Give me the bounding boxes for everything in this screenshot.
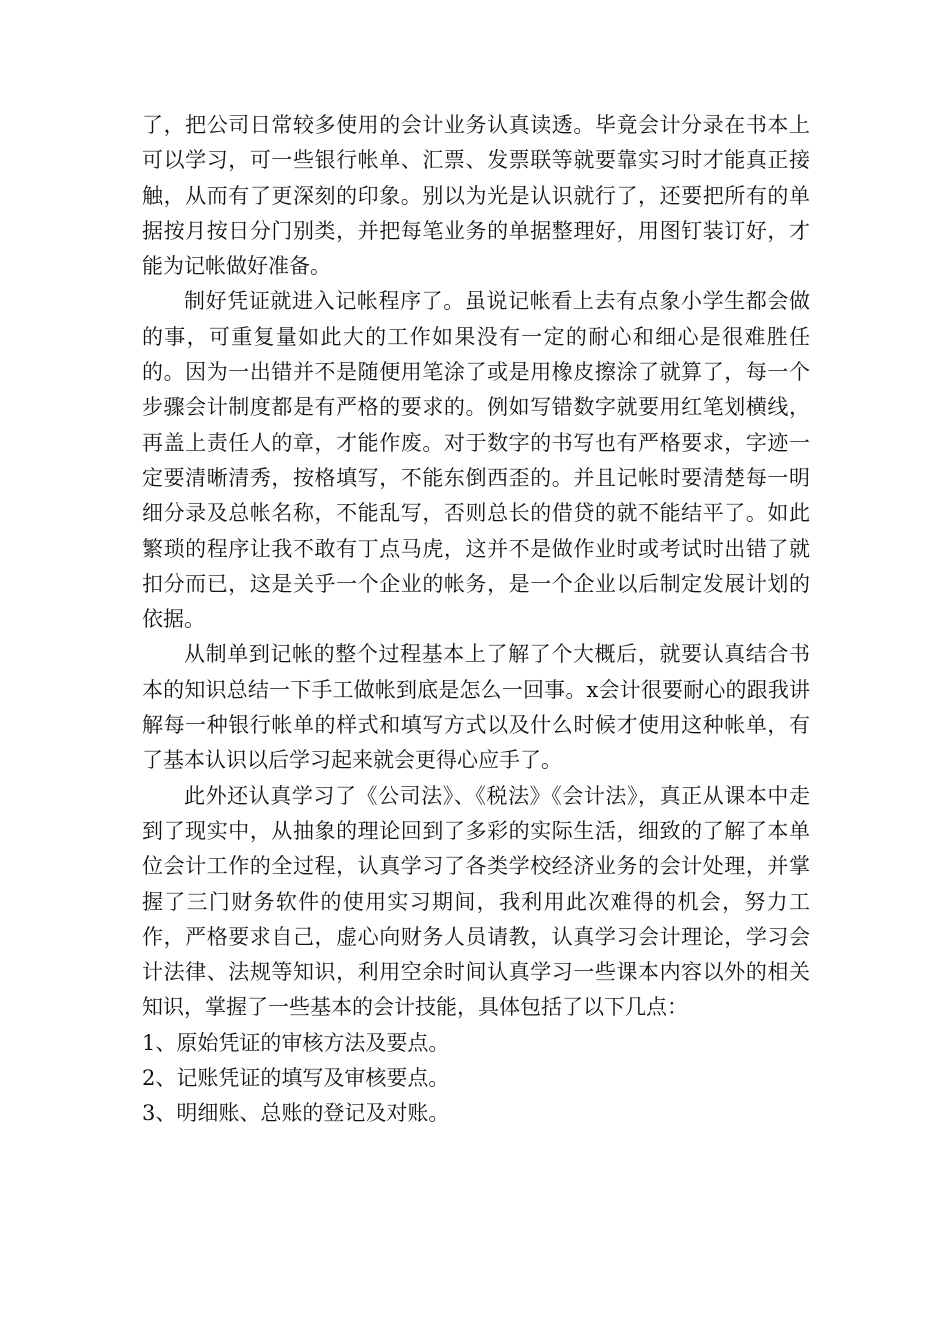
list-item: 2、记账凭证的填写及审核要点。 [142,1066,450,1091]
paragraph-continuation: 了，把公司日常较多使用的会计业务认真读透。毕竟会计分录在书本上可以学习，可一些银行帐单、汇票、发票联等就要靠实习时才能真正接触，从而有了更深刻的印象。别以为光是认识就行了，还要把所有的单据按月按日分门别类，并把每笔业务的单据整理好，用图钉装订好，才能为记帐做好准备。 [142,113,810,279]
document-body [142,108,810,1132]
paragraph-summary: 从制单到记帐的整个过程基本上了解了个大概后，就要认真结合书本的知识总结一下手工做帐到底是怎么一回事。x会计很要耐心的跟我讲解每一种银行帐单的样式和填写方式以及什么时候才使用这种帐单，有了基本认识以后学习起来就会更得心应手了。 [142,642,810,773]
paragraph-laws-study: 此外还认真学习了《公司法》、《税法》《会计法》，真正从课本中走到了现实中，从抽象的理论回到了多彩的实际生活，细致的了解了本单位会计工作的全过程，认真学习了各类学校经济业务的会计处理，并掌握了三门财务软件的使用实习期间，我利用此次难得的机会，努力工作，严格要求自己，虚心向财务人员请教，认真学习会计理论，学习会计法律、法规等知识，利用空余时间认真学习一些课本内容以外的相关知识，掌握了一些基本的会计技能，具体包括了以下几点： [142,783,810,1020]
paragraph-bookkeeping: 制好凭证就进入记帐程序了。虽说记帐看上去有点象小学生都会做的事，可重复量如此大的工作如果没有一定的耐心和细心是很难胜任的。因为一出错并不是随便用笔涂了或是用橡皮擦涂了就算了，每一个步骤会计制度都是有严格的要求的。例如写错数字就要用红笔划横线，再盖上责任人的章，才能作废。对于数字的书写也有严格要求，字迹一定要清晰清秀，按格填写，不能东倒西歪的。并且记帐时要清楚每一明细分录及总帐名称，不能乱写，否则总长的借贷的就不能结平了。如此繁琐的程序让我不敢有丁点马虎，这并不是做作业时或考试时出错了就扣分而已，这是关乎一个企业的帐务，是一个企业以后制定发展计划的依据。 [142,289,810,632]
list-item: 1、原始凭证的审核方法及要点。 [142,1030,450,1055]
list-item: 3、明细账、总账的登记及对账。 [142,1101,450,1126]
